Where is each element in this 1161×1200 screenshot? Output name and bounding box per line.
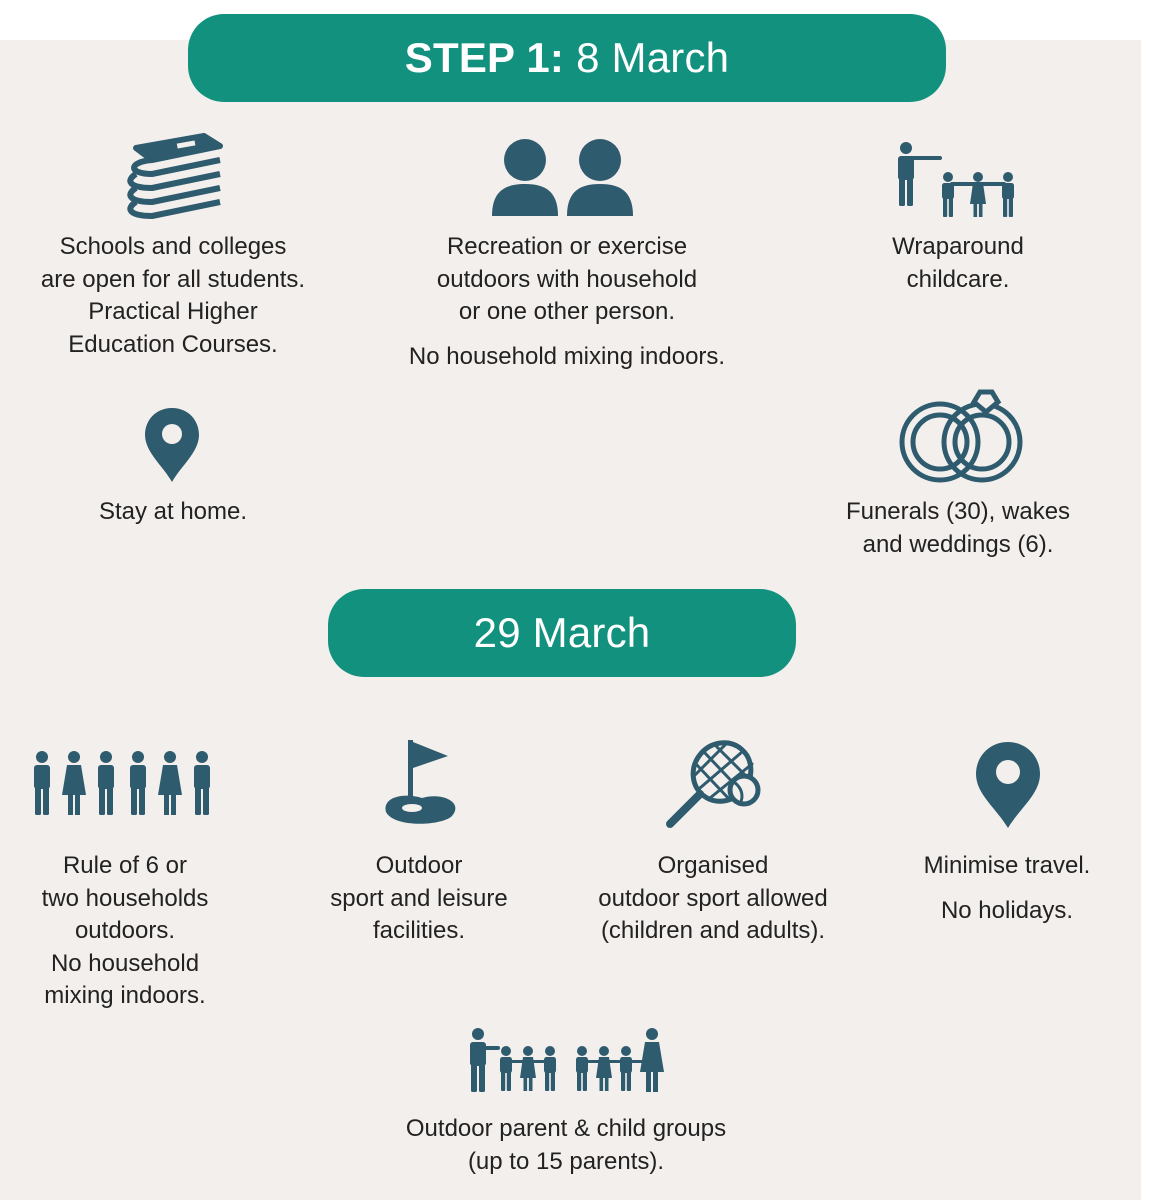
minimise-travel-text: Minimise travel. No holidays. <box>923 852 1091 924</box>
location-pin-icon <box>974 740 1042 830</box>
tennis-racket-icon <box>660 736 768 832</box>
funerals-text: Funerals (30), wakes and weddings (6). <box>845 498 1071 558</box>
six-people-icon <box>28 750 218 816</box>
parent-child-groups-text: Outdoor parent & child groups (up to 15 parents). <box>405 1115 727 1175</box>
location-pin-icon <box>143 406 201 484</box>
family-icon <box>888 126 1028 222</box>
wraparound-text: Wraparound childcare. <box>892 233 1024 293</box>
rule-of-six-text: Rule of 6 or two households outdoors. No household mixing indoors. <box>41 852 209 1009</box>
sport-leisure-text: Outdoor sport and leisure facilities. <box>330 852 508 944</box>
step1-date: 8 March <box>576 34 730 81</box>
march-29-date: 29 March <box>473 609 651 656</box>
recreation-text: Recreation or exercise outdoors with household or one other person. No household mixing indoors. <box>408 233 726 370</box>
wedding-rings-icon <box>896 386 1024 486</box>
two-people-icon <box>490 136 640 218</box>
organised-sport-text: Organised outdoor sport allowed (children and adults). <box>598 852 828 944</box>
march-29-banner <box>328 589 796 677</box>
books-icon <box>122 132 226 222</box>
parent-child-group-icon <box>464 1024 668 1094</box>
step1-banner <box>188 14 946 102</box>
golf-flag-icon <box>380 736 464 830</box>
stay-home-text: Stay at home. <box>98 498 248 525</box>
step1-label: STEP 1: <box>404 34 565 81</box>
schools-text: Schools and colleges are open for all students. Practical Higher Education Courses. <box>40 233 306 358</box>
